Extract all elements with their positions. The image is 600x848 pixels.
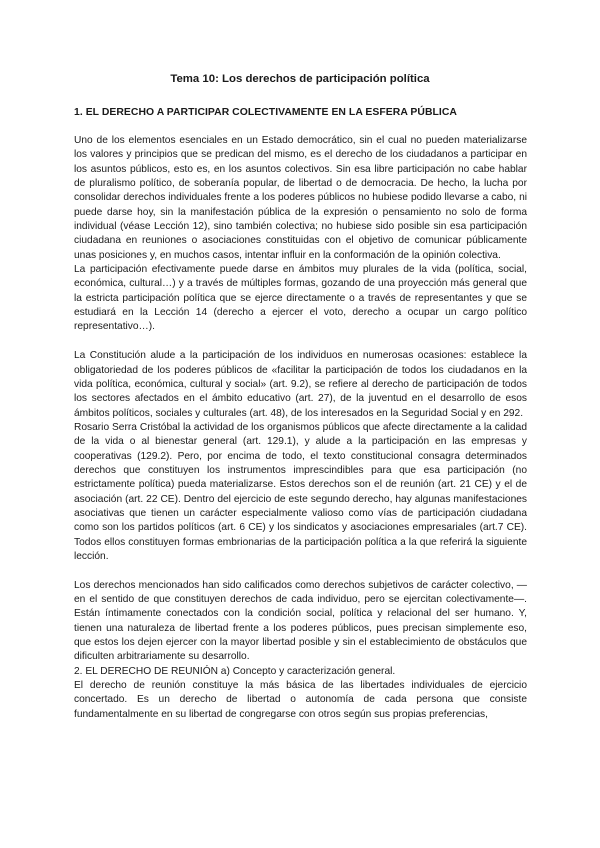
paragraph-participation-scope: La participación efectivamente puede darse en ámbitos muy plurales de la vida (política, social, económica, cultural…) y a través de múltiples formas, gozando de una proyección más general que la estricta participación política que se ejerce directamente o a través de representantes y que se estudiará en la Lección 14 (derecho a ejercer el voto, derecho a ocupar un cargo político representativo…). (74, 264, 527, 333)
paragraph-constitution: La Constitución alude a la participación de los individuos en numerosas ocasiones: establece la obligatoriedad de los poderes públicos de «facilitar la participación de todos los ciudadanos en la vida política, económica, cultural y social» (art. 9.2), se refiere al derecho de participación de todos los sectores afectados en el ámbito educativo (art. 27), de la juventud en el desarrollo de esos ámbitos políticos, sociales y culturales (art. 48), de los interesados en la Seguridad Social y en 292. (74, 350, 527, 419)
document-title: Tema 10: Los derechos de participación política (170, 73, 430, 85)
document-body (74, 134, 527, 722)
subsection-heading: 2. EL DERECHO DE REUNIÓN a) Concepto y caracterización general. (74, 665, 396, 677)
paragraph-right-of-assembly: El derecho de reunión constituye la más básica de las libertades individuales de ejercicio concertado. Es un derecho de libertad o autonomía de cada persona que consiste fundamentalmente en su libertad de congregarse con otros según sus propias preferencias, (74, 680, 527, 720)
paragraph-intro: Uno de los elementos esenciales en un Estado democrático, sin el cual no pueden materializarse los valores y principios que se predican del mismo, es el derecho de los ciudadanos a participar en los asuntos públicos, esto es, en los asuntos colectivos. Sin esa libre participación no cabe hablar de pluralismo político, de soberanía popular, de libertad o de democracia. De hecho, la lucha por consolidar derechos individuales frente a los poderes públicos no hubiese podido llevarse a cabo, ni puede darse hoy, sin la manifestación pública de la expresión o pensamiento no solo de forma individual (véase Lección 12), sino también colectiva; no hubiese sido posible sin esa participación ciudadana en reuniones o asociaciones constituidas con el objetivo de comunicar públicamente unas posiciones y, en muchos casos, intentar influir en la conformación de la opinión colectiva. (74, 135, 527, 261)
paragraph-collective-rights: Los derechos mencionados han sido calificados como derechos subjetivos de carácter colectivo, —en el sentido de que constituyen derechos de cada individuo, pero se ejercitan colectivamente—. Están íntimamente conectados con la condición social, política y relacional del ser humano. Y, tienen una naturaleza de libertad frente a los poderes públicos, pues precisan simplemente eso, que estos los dejen ejercer con la mayor libertad posible y sin el establecimiento de obstáculos que dificulten arbitrariamente su desarrollo. (74, 579, 527, 663)
section-heading: 1. EL DERECHO A PARTICIPAR COLECTIVAMENTE EN LA ESFERA PÚBLICA (74, 107, 457, 118)
paragraph-serra-cristobal: Rosario Serra Cristóbal la actividad de los organismos públicos que afecte directamente a la calidad de la vida o al bienestar general (art. 129.1), y alude a la participación en las empresas y cooperativas (129.2). Pero, por encima de todo, el texto constitucional consagra determinados derechos que constituyen los instrumentos imprescindibles para que esa participación (no estrictamente política) pueda materializarse. Estos derechos son el de reunión (art. 21 CE) y el de asociación (art. 22 CE). Dentro del ejercicio de este segundo derecho, hay algunas manifestaciones asociativas que tienen un carácter especialmente valioso como vías de participación ciudadana como son los partidos políticos (art. 6 CE) y los sindicatos y asociaciones empresariales (art.7 CE). Todos ellos constituyen formas embrionarias de la participación política a la que referirá la siguiente lección. (74, 421, 527, 562)
